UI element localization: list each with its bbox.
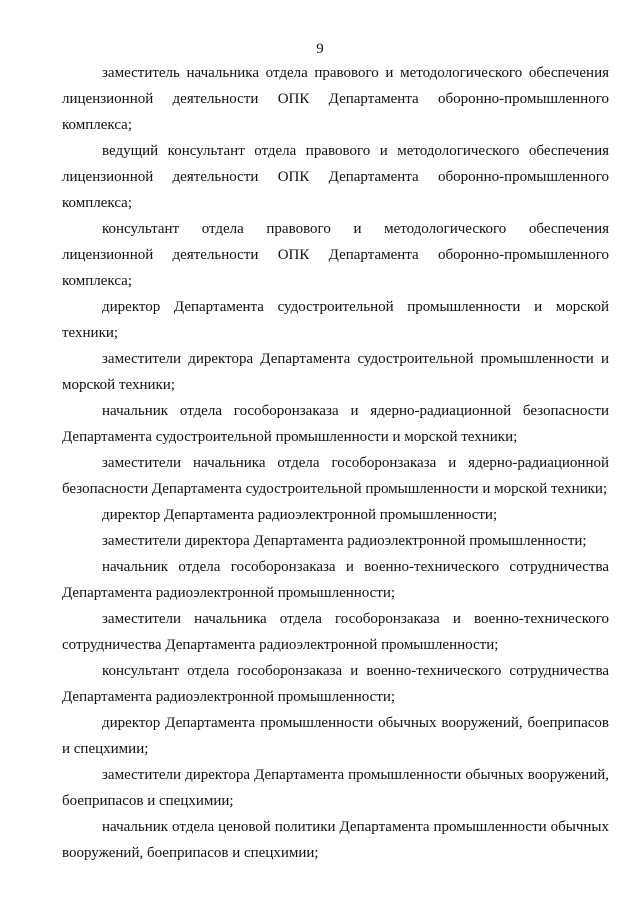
list-item: заместители директора Департамента радиоэлектронной промышленности; — [102, 533, 587, 549]
list-item: заместители начальника отдела гособоронзаказа и ядерно-радиационной безопасности Департамента судостроительной промышленности и морской техники; — [62, 455, 609, 497]
list-item: консультант отдела гособоронзаказа и военно-технического сотрудничества Департамента радиоэлектронной промышленности; — [62, 663, 609, 705]
list-item: директор Департамента промышленности обычных вооружений, боеприпасов и спецхимии; — [62, 715, 609, 757]
list-item: заместители начальника отдела гособоронзаказа и военно-технического сотрудничества Департамента радиоэлектронной промышленности; — [62, 611, 609, 653]
page-number: 9 — [316, 41, 324, 57]
list-item: заместители директора Департамента судостроительной промышленности и морской техники; — [62, 351, 609, 393]
list-item: заместитель начальника отдела правового и методологического обеспечения лицензионной деятельности ОПК Департамента оборонно-промышленного комплекса; — [62, 65, 609, 133]
list-item: заместители директора Департамента промышленности обычных вооружений, боеприпасов и спецхимии; — [62, 767, 609, 809]
list-item: консультант отдела правового и методологического обеспечения лицензионной деятельности ОПК Департамента оборонно-промышленного комплекса; — [62, 221, 609, 289]
list-item: начальник отдела гособоронзаказа и военно-технического сотрудничества Департамента радиоэлектронной промышленности; — [62, 559, 609, 601]
list-item: начальник отдела ценовой политики Департамента промышленности обычных вооружений, боеприпасов и спецхимии; — [62, 819, 609, 861]
list-item: директор Департамента судостроительной промышленности и морской техники; — [62, 299, 609, 341]
list-item: директор Департамента радиоэлектронной промышленности; — [102, 507, 498, 523]
list-item: ведущий консультант отдела правового и методологического обеспечения лицензионной деятельности ОПК Департамента оборонно-промышленного комплекса; — [62, 143, 609, 211]
document-body — [62, 60, 609, 866]
list-item: начальник отдела гособоронзаказа и ядерно-радиационной безопасности Департамента судостроительной промышленности и морской техники; — [62, 403, 609, 445]
